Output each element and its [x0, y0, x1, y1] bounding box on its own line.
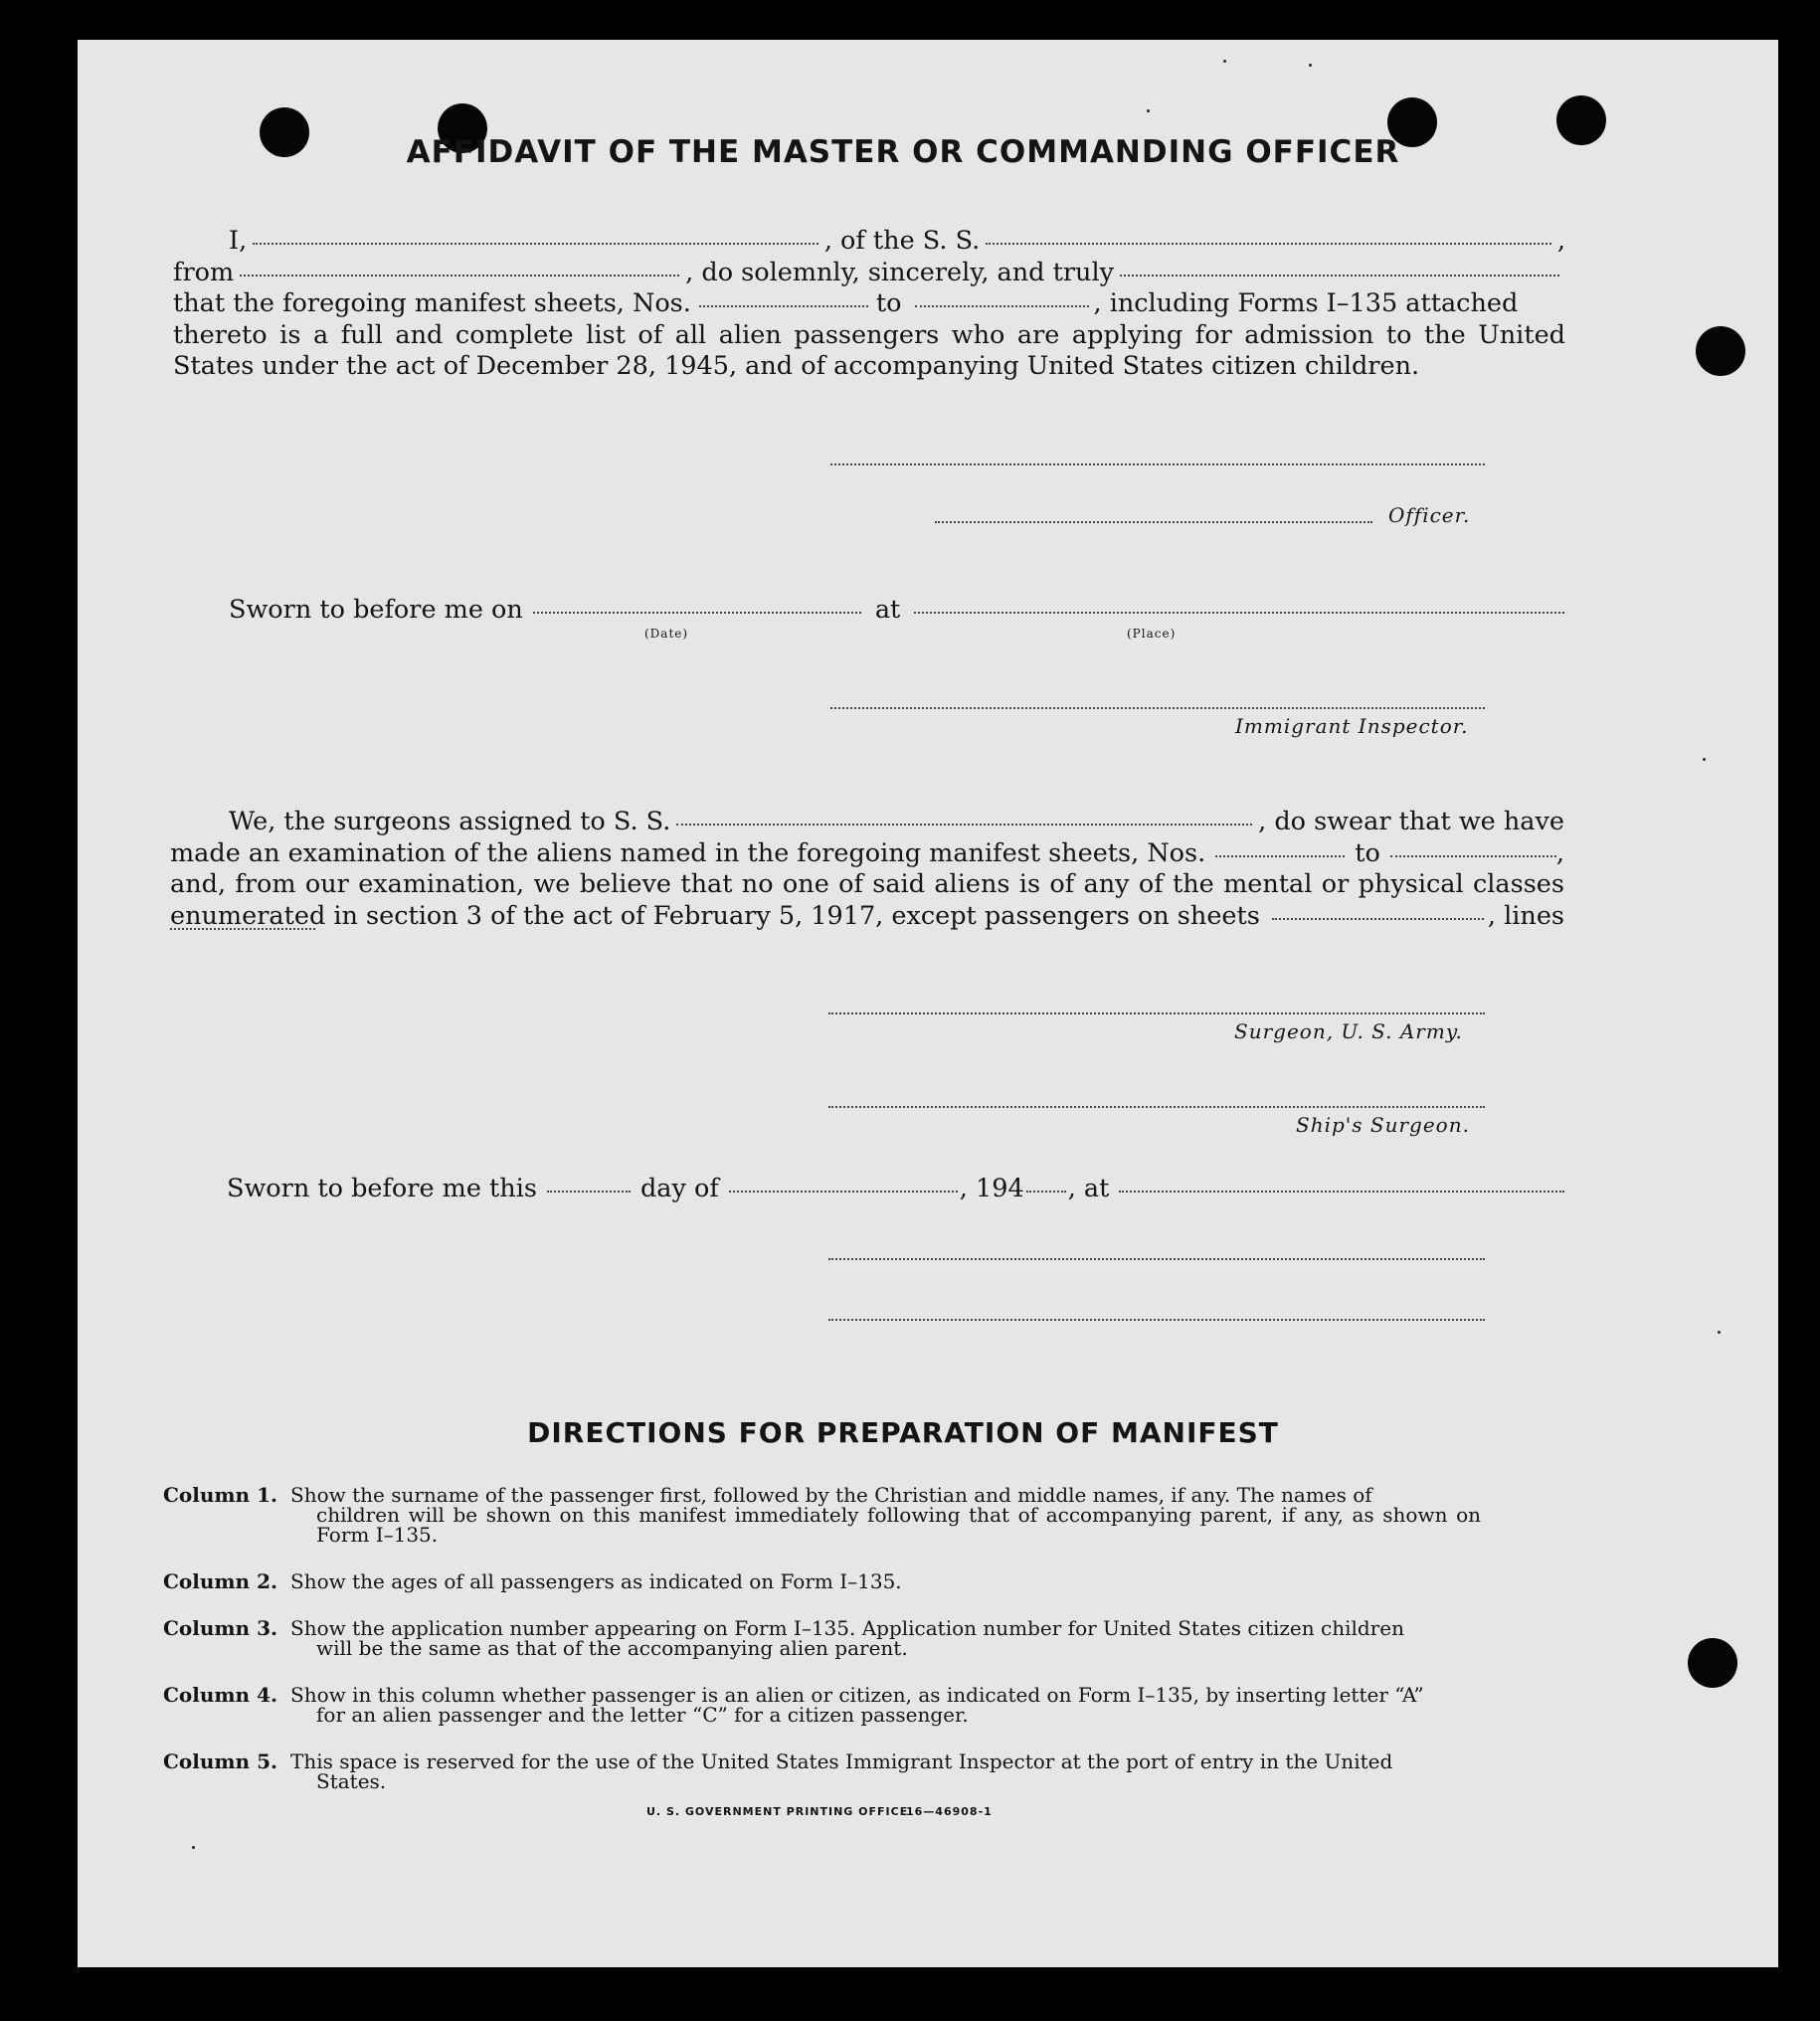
sworn-text: , at	[1067, 1174, 1110, 1203]
officer-signature-line[interactable]	[830, 463, 1485, 465]
signature-line[interactable]	[828, 1258, 1485, 1260]
surgeons-text: , lines	[1487, 900, 1564, 931]
ship-surgeon-label: Ship's Surgeon.	[1296, 1113, 1470, 1137]
affidavit-text: I,	[229, 226, 248, 256]
form-code: 16—46908-1	[906, 1805, 993, 1818]
direction-text: Show the application number appearing on Form I–135. Application number for United States citizen children	[290, 1616, 1404, 1640]
affidavit-text: , of the S. S.	[823, 226, 981, 256]
direction-item	[163, 1485, 1481, 1545]
direction-text: children will be shown on this manifest immediately following that of accompanying parent, if any, as shown on Form I–135.	[316, 1503, 1481, 1547]
oath-type-field[interactable]	[1120, 275, 1559, 276]
direction-column: Column 4.	[163, 1683, 277, 1707]
printer-imprint: U. S. GOVERNMENT PRINTING OFFICE	[646, 1805, 909, 1818]
except-lines-field[interactable]	[170, 928, 315, 930]
affidavit-paragraph	[173, 226, 1565, 383]
inspector-signature-line[interactable]	[830, 707, 1485, 709]
direction-text: This space is reserved for the use of the United States Immigrant Inspector at the port of entry in the United	[290, 1749, 1393, 1773]
punch-hole	[1688, 1638, 1737, 1688]
surgeons-paragraph	[170, 807, 1564, 934]
affidavit-text: that the foregoing manifest sheets, Nos.	[173, 288, 691, 318]
sheet-from-field[interactable]	[699, 305, 868, 307]
direction-item	[163, 1751, 1481, 1791]
date-label: (Date)	[644, 627, 689, 641]
sworn-location-field[interactable]	[1119, 1191, 1564, 1193]
sworn-text: at	[874, 595, 901, 625]
direction-text: Show in this column whether passenger is an alien or citizen, as indicated on Form I–135, by inserting letter “A”	[290, 1683, 1424, 1707]
exam-sheet-to-field[interactable]	[1390, 855, 1556, 857]
direction-text: Show the surname of the passenger first, followed by the Christian and middle names, if any. The names of	[290, 1483, 1372, 1507]
affidavit-text: States under the act of December 28, 1945, and of accompanying United States citizen children.	[173, 351, 1420, 381]
direction-text: will be the same as that of the accompanying alien parent.	[316, 1636, 908, 1660]
direction-column: Column 2.	[163, 1569, 277, 1593]
sworn-place-field[interactable]	[914, 612, 1564, 614]
affidavit-text: thereto is a full and complete list of all alien passengers who are applying for admission to the United	[173, 319, 1565, 350]
surgeons-text: to	[1355, 837, 1380, 868]
surgeons-text: We, the surgeons assigned to S. S.	[229, 807, 671, 836]
sworn-year-field[interactable]	[1026, 1191, 1066, 1193]
surgeons-text: made an examination of the aliens named in the foregoing manifest sheets, Nos.	[170, 837, 1206, 868]
ship-name-field[interactable]	[986, 243, 1551, 245]
direction-text: States.	[316, 1769, 387, 1793]
army-surgeon-signature-line[interactable]	[828, 1012, 1485, 1014]
punch-hole	[1696, 326, 1745, 376]
paper-speck	[1703, 758, 1706, 761]
direction-item	[163, 1685, 1481, 1725]
surgeons-text: enumerated in section 3 of the act of February 5, 1917, except passengers on sheets	[170, 900, 1260, 931]
paper-speck	[1309, 64, 1312, 67]
inspector-label: Immigrant Inspector.	[1235, 714, 1469, 738]
ship-surgeon-signature-line[interactable]	[828, 1106, 1485, 1108]
form-page	[78, 40, 1778, 1967]
directions-title: DIRECTIONS FOR PREPARATION OF MANIFEST	[527, 1416, 1279, 1449]
master-name-field[interactable]	[253, 243, 819, 245]
affidavit-text: from	[173, 257, 235, 287]
direction-item	[163, 1571, 1481, 1591]
sworn-statement-2	[227, 1174, 1564, 1205]
direction-column: Column 5.	[163, 1749, 277, 1773]
surgeons-text: ,	[1555, 837, 1564, 868]
direction-column: Column 1.	[163, 1483, 277, 1507]
sworn-date-field[interactable]	[533, 612, 861, 614]
affidavit-text: ,	[1556, 226, 1565, 256]
paper-speck	[1718, 1331, 1721, 1334]
sheet-to-field[interactable]	[915, 305, 1089, 307]
surgeons-text: and, from our examination, we believe that no one of said aliens is of any of the mental or physical classes	[170, 869, 1564, 899]
except-sheets-field[interactable]	[1272, 918, 1484, 920]
paper-speck	[192, 1846, 195, 1849]
sworn-day-field[interactable]	[547, 1191, 631, 1193]
place-label: (Place)	[1127, 627, 1177, 641]
affidavit-title: AFFIDAVIT OF THE MASTER OR COMMANDING OFFICER	[406, 134, 1400, 170]
affidavit-text: , including Forms I–135 attached	[1093, 288, 1519, 318]
exam-sheet-from-field[interactable]	[1215, 855, 1345, 857]
direction-column: Column 3.	[163, 1616, 277, 1640]
paper-speck	[1147, 109, 1150, 112]
affidavit-text: , do solemnly, sincerely, and truly	[685, 257, 1115, 287]
officer-title-line[interactable]	[935, 521, 1372, 523]
army-surgeon-label: Surgeon, U. S. Army.	[1234, 1019, 1463, 1043]
officer-label: Officer.	[1388, 503, 1471, 527]
sworn-statement-1	[229, 595, 1564, 627]
sworn-text: Sworn to before me on	[229, 595, 523, 625]
sworn-text: Sworn to before me this	[227, 1174, 537, 1203]
direction-text: Show the ages of all passengers as indicated on Form I–135.	[290, 1569, 902, 1593]
signature-line[interactable]	[828, 1319, 1485, 1321]
surgeons-text: , do swear that we have	[1258, 807, 1564, 836]
sworn-month-field[interactable]	[729, 1191, 958, 1193]
sworn-text: , 194	[959, 1174, 1024, 1203]
direction-item	[163, 1618, 1481, 1658]
departure-port-field[interactable]	[240, 275, 679, 276]
direction-text: for an alien passenger and the letter “C” for a citizen passenger.	[316, 1703, 969, 1727]
sworn-text: day of	[639, 1174, 719, 1203]
affidavit-text: to	[875, 288, 902, 318]
surgeon-ship-field[interactable]	[676, 824, 1252, 826]
paper-speck	[1223, 60, 1226, 63]
